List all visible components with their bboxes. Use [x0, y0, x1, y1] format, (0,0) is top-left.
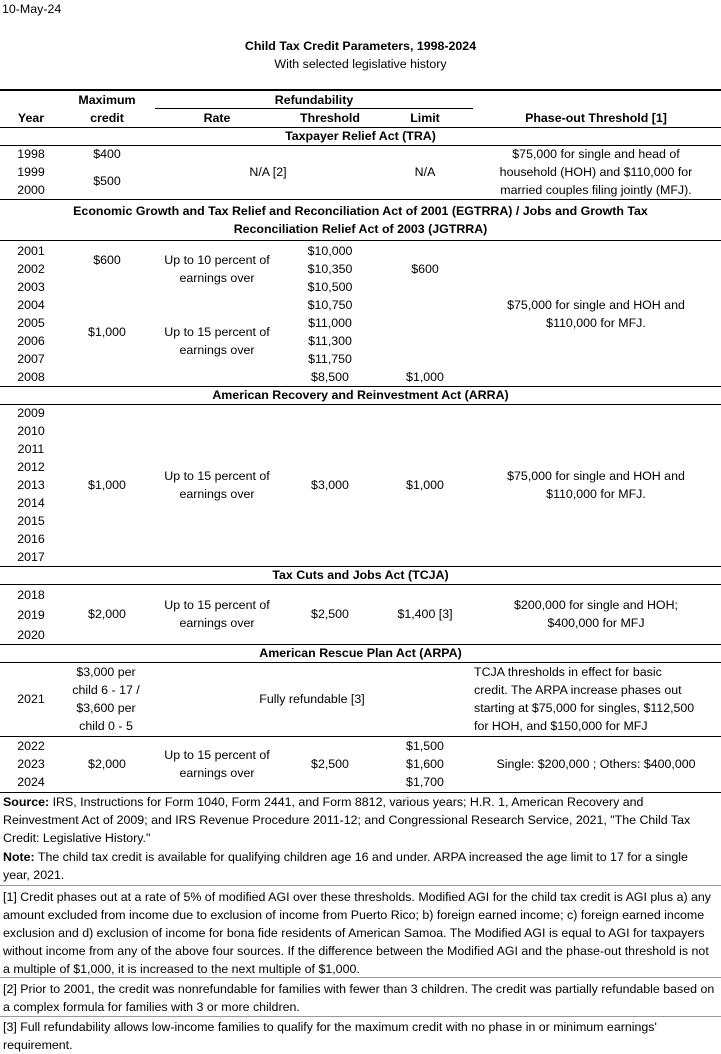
rate-line: Up to 15 percent of [164, 325, 270, 339]
threshold-cell: $3,000 [311, 478, 349, 492]
year-cell: 1998 [17, 147, 45, 161]
threshold-cell: $11,000 [308, 316, 352, 330]
phaseout-line: $110,000 for MFJ. [546, 316, 646, 330]
credit-line: $3,600 per [76, 701, 136, 715]
header-phaseout: Phase-out Threshold [1] [525, 111, 667, 125]
phaseout-line: TCJA thresholds in effect for basic [474, 665, 662, 679]
threshold-cell: $8,500 [311, 370, 349, 384]
year-cell: 2023 [17, 757, 45, 771]
notes-divider [0, 977, 721, 978]
source-text: IRS, Instructions for Form 1040, Form 2441, and Form 8812, various years; H.R. 1, American Recovery and Reinvestment Act of 2009; and IRS Revenue Procedure 2011-12; and Congressional Research Service, 2021, "The Child Tax Credit: Legislative History." [3, 795, 691, 845]
header-limit: Limit [410, 111, 440, 125]
credit-cell: $1,000 [88, 325, 126, 339]
year-cell: 2017 [17, 550, 45, 564]
year-cell: 2014 [17, 496, 45, 510]
note-text: The child tax credit is available for qualifying children age 16 and under. ARPA increased the age limit to 17 for a single year, 2021. [3, 850, 688, 882]
report-date: 10-May-24 [2, 2, 62, 16]
limit-cell: N/A [414, 165, 436, 179]
header-year: Year [17, 111, 45, 125]
year-cell: 2016 [17, 532, 45, 546]
year-cell: 2013 [17, 478, 45, 492]
limit-cell: $1,700 [406, 775, 444, 789]
limit-cell: $1,000 [406, 478, 444, 492]
rate-line: earnings over [179, 616, 255, 630]
threshold-cell: $2,500 [311, 757, 349, 771]
phaseout-line: for HOH, and $150,000 for MFJ [474, 719, 648, 733]
note-label: Note: [3, 850, 35, 864]
threshold-cell: $10,500 [307, 280, 353, 294]
credit-cell: $500 [93, 174, 121, 188]
rate-line: earnings over [179, 766, 255, 780]
threshold-cell: $11,750 [308, 352, 352, 366]
header-refundability: Refundability [274, 93, 354, 107]
credit-cell: $600 [93, 253, 121, 267]
year-cell: 2010 [17, 424, 45, 438]
year-cell: 2024 [17, 775, 45, 789]
phaseout-line: $110,000 for MFJ. [546, 487, 646, 501]
limit-cell: $600 [411, 262, 439, 276]
phaseout-cell: Single: $200,000 ; Others: $400,000 [496, 757, 696, 771]
threshold-cell: $10,750 [307, 298, 353, 312]
phaseout-line: starting at $75,000 for singles, $112,500 [474, 701, 695, 715]
section-egtrra-line2: Reconciliation Relief Act of 2003 (JGTRRA) [233, 222, 488, 236]
section-rule [0, 404, 721, 405]
notes-divider [0, 885, 721, 886]
year-cell: 2005 [17, 316, 45, 330]
year-cell: 2021 [17, 692, 45, 706]
general-note [3, 848, 717, 884]
section-egtrra-line1: Economic Growth and Tax Relief and Reconciliation Act of 2001 (EGTRRA) / Jobs and Growth Tax [73, 204, 648, 218]
section-tcja: Tax Cuts and Jobs Act (TCJA) [272, 568, 449, 582]
year-cell: 2009 [17, 406, 45, 420]
section-arra: American Recovery and Reinvestment Act (ARRA) [212, 388, 509, 402]
limit-cell: $1,600 [406, 757, 444, 771]
year-cell: 2012 [17, 460, 45, 474]
rate-line: earnings over [179, 271, 255, 285]
threshold-cell: $10,350 [307, 262, 353, 276]
header-threshold: Threshold [300, 111, 360, 125]
section-tra: Taxpayer Relief Act (TRA) [285, 129, 436, 143]
source-label: Source: [3, 795, 50, 809]
rate-threshold-cell: N/A [2] [249, 165, 287, 179]
header-max-credit-2: credit [90, 111, 124, 125]
section-rule [0, 736, 721, 737]
rate-line: Up to 15 percent of [164, 598, 270, 612]
section-rule [0, 199, 721, 200]
page-subtitle: With selected legislative history [274, 57, 447, 71]
year-cell: 2003 [17, 280, 45, 294]
limit-cell: $1,500 [406, 739, 444, 753]
year-cell: 2001 [17, 244, 45, 258]
phaseout-line: $400,000 for MFJ [547, 616, 645, 630]
year-cell: 2019 [17, 608, 45, 622]
threshold-cell: $2,500 [311, 607, 349, 621]
rate-line: earnings over [179, 487, 255, 501]
phaseout-line: married couples filing jointly (MFJ). [500, 183, 692, 197]
year-cell: 2020 [17, 628, 45, 642]
year-cell: 2008 [17, 370, 45, 384]
rate-line: earnings over [179, 343, 255, 357]
credit-cell: $2,000 [88, 757, 126, 771]
year-cell: 2007 [17, 352, 45, 366]
header-rate: Rate [203, 111, 231, 125]
phaseout-line: $75,000 for single and head of [512, 147, 680, 161]
year-cell: 1999 [17, 165, 45, 179]
credit-cell: $2,000 [88, 607, 126, 621]
section-rule [0, 584, 721, 585]
footnote-2: [2] Prior to 2001, the credit was nonrefundable for families with fewer than 3 children. The credit was partially refundable based on a complex formula for families with 3 or more children. [3, 982, 715, 1014]
source-note [3, 793, 717, 847]
credit-line: $3,000 per [76, 665, 136, 679]
credit-cell: $1,000 [88, 478, 126, 492]
year-cell: 2011 [17, 442, 45, 456]
refund-cell: Fully refundable [3] [259, 692, 365, 706]
section-rule [0, 240, 721, 241]
year-cell: 2022 [17, 739, 45, 753]
year-cell: 2002 [17, 262, 45, 276]
year-cell: 2015 [17, 514, 45, 528]
phaseout-line: $200,000 for single and HOH; [514, 598, 678, 612]
credit-line: child 6 - 17 / [72, 683, 140, 697]
footnote-1: [1] Credit phases out at a rate of 5% of modified AGI over these thresholds. Modified AGI for the child tax credit is AGI plus a) any amount excluded from income due to exclusion of income from Puerto Rico; b) foreign earned income; c) foreign earned income exclusion and d) exclusion of income for bona fide residents of American Samoa. The Modified AGI is equal to AGI for taxpayers without income from any of the above four sources. If the difference between the Modified AGI and the phase-out threshold is not a multiple of $1,000, it is increased to the next multiple of $1,000. [3, 890, 712, 976]
year-cell: 2006 [17, 334, 45, 348]
threshold-cell: $10,000 [307, 244, 353, 258]
phaseout-line: credit. The ARPA increase phases out [474, 683, 682, 697]
credit-cell: $400 [93, 147, 121, 161]
limit-cell: $1,400 [3] [397, 607, 453, 621]
rate-line: Up to 15 percent of [164, 469, 270, 483]
header-max-credit-1: Maximum [78, 93, 136, 107]
phaseout-line: $75,000 for single and HOH and [507, 298, 685, 312]
phaseout-line: household (HOH) and $110,000 for [499, 165, 693, 179]
year-cell: 2004 [17, 298, 45, 312]
limit-cell: $1,000 [406, 370, 444, 384]
year-cell: 2000 [17, 183, 45, 197]
year-cell: 2018 [17, 588, 45, 602]
section-arpa: American Rescue Plan Act (ARPA) [259, 646, 462, 660]
footnote-3: [3] Full refundability allows low-income families to qualify for the maximum credit with no phase in or minimum earnings' requirement. [3, 1020, 657, 1052]
rate-line: Up to 10 percent of [164, 253, 270, 267]
page-title: Child Tax Credit Parameters, 1998-2024 [244, 39, 477, 53]
threshold-cell: $11,300 [308, 334, 352, 348]
credit-line: child 0 - 5 [79, 719, 133, 733]
notes-divider [0, 1016, 721, 1017]
phaseout-line: $75,000 for single and HOH and [507, 469, 685, 483]
rate-line: Up to 15 percent of [164, 748, 270, 762]
